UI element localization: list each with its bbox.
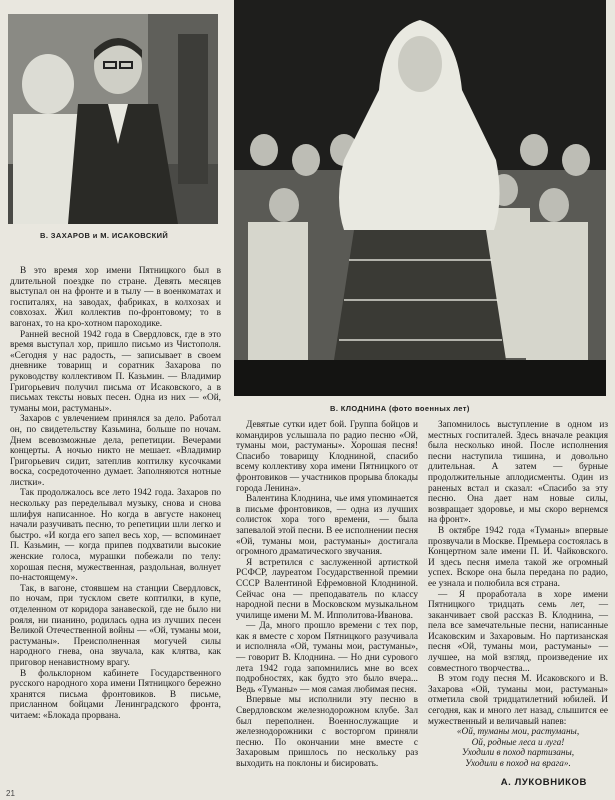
column-2-paragraph-4: — Да, много прошло времени с тех пор, как я вместе с хором Пятницкого разучивала и исполняла «Ой, туманы мои, растуманы», — говорит В. Клоднина. — Но дни сурового лета 1942 года запомнились мне во всех подробностях, как будто это было вчера... Ведь «Туманы» — моя самая любимая песня.: [236, 621, 418, 695]
article-column-1: [10, 266, 221, 784]
column-1-paragraph-1: В это время хор имени Пятницкого был в длительной поездке по стране. Девять месяцев выступал он на фронте и в тылу — в военкоматах и госпиталях, на заводах, фабриках, в колхозах и совхозах. Жил коллектив по-фронтовому; то в вагонах, то на кро-хотном пароходике.: [10, 266, 221, 329]
column-3-paragraph-1: Запомнилось выступление в одном из местных госпиталей. Здесь вначале реакция была несколько иной. После исполнения песни наступила тишина, и довольно длительная. А затем — бурные продолжительные аплодисменты. Один из раненых встал и сказал: «Спасибо за эту песню. Она дает нам новые силы, возвращает здоровье, и мы скоро вернемся на фронт».: [428, 420, 608, 526]
article-author: А. ЛУКОВНИКОВ: [500, 777, 587, 788]
column-2-paragraph-5: Впервые мы исполнили эту песню в Свердловском железнодорожном клубе. Зал был переполнен. Военнослужащие и железнодорожники с восторгом приняли песню. По окончании мне вместе с Захаровым пришлось по нескольку раз выходить на поклоны и бисировать.: [236, 695, 418, 769]
photo-klodnina: [234, 0, 606, 396]
column-1-paragraph-5: Так, в вагоне, стоявшем на станции Свердловск, по ночам, при тусклом свете коптилки, в купе, отделенном от коридора занавеской, где не было ни рояля, ни пианино, родилась одна из лучших песен Великой Отечественной войны — «Ой, туманы мои, растуманы». Преисполненная могучей силы народного гнева, она звучала, как клятва, как приговор ненавистному врагу.: [10, 583, 221, 668]
photo-zakharov-isakovsky: [8, 14, 218, 224]
poem-line-1: «Ой, туманы мои, растуманы,: [456, 727, 580, 738]
poem-line-2: Ой, родные леса и луга!: [471, 737, 565, 748]
column-1-paragraph-6: В фольклорном кабинете Государственного русского народного хора имени Пятницкого бережно хранятся письма фронтовиков. В письме, присланном бойцами Ленинградского фронта, читаем: «Блокада прорвана.: [10, 668, 221, 721]
column-1-paragraph-3: Захаров с увлечением принялся за дело. Работал он, по свидетельству Казьмина, больше по ночам. Днем всевозможные дела, репетиции. Вечерами концерты. А ночью никто не мешает. «Владимир Григорьевич сидит, затеплив коптилку кусочками воска, сосредоточенно думает. Заполняются нотные листки».: [10, 414, 221, 488]
column-3-paragraph-4: В этом году песня М. Исаковского и В. Захарова «Ой, туманы мои, растуманы» отметила свой тридцатилетний юбилей. И сегодня, как и много лет назад, слышится ее мужественный и величавый напев:: [428, 674, 608, 727]
column-2-paragraph-3: Я встретился с заслуженной артисткой РСФСР, лауреатом Государственной премии СССР Валентиной Ефремовной Клодниной. Сейчас она — преподаватель по классу народной песни в Московском музыкальном училище имени М. М. Ипполитова-Иванова.: [236, 557, 418, 621]
column-2-paragraph-2: Валентина Клоднина, чье имя упоминается в письме фронтовиков, — одна из лучших солисток хора того времени, — была запевалой этой песни. В ее исполнении песня «Ой, туманы мои, растуманы» достигала огромного драматического звучания.: [236, 494, 418, 558]
column-1-paragraph-2: Ранней весной 1942 года в Свердловск, где в это время выступал хор, пришло письмо из Чистополя. «Сегодня у нас радость, — записывает в своем дневнике товарищ и соратник Захарова по руководству коллективом П. Казьмин. — Владимир Григорьевич получил письма от Исаковского, а в письмах тексты новых песен. Одна из них — «Ой, туманы мои, растуманы».: [10, 329, 221, 414]
article-column-2: [236, 420, 418, 784]
poem-line-4: Уходили в поход на врага».: [465, 759, 571, 769]
column-3-paragraph-3: — Я проработала в хоре имени Пятницкого тридцать семь лет, — заканчивает свой рассказ В. Клоднина, — пела все замечательные песни, написанные Исаковским и Захаровым. Но партизанская песня «Ой, туманы мои, растуманы» — лучшее, на мой взгляд, произведение их совместного творчества...: [428, 589, 608, 674]
poem-line-3: Уходили в поход партизаны,: [461, 748, 575, 759]
column-2-paragraph-1: Девятые сутки идет бой. Группа бойцов и командиров услышала по радио песню «Ой, туманы мои, растуманы». Хорошая песня! Спасибо товарищу Клодниной, спасибо всему коллективу хора имени Пятницкого от фронтовиков — участников прорыва блокады города Ленина».: [236, 420, 418, 494]
article-column-3: [428, 420, 608, 769]
photo-caption-right: В. КЛОДНИНА (фото военных лет): [330, 404, 470, 413]
column-1-paragraph-4: Так продолжалось все лето 1942 года. Захаров по нескольку раз переделывал музыку, снова и снова шлифуя написанное. Но когда в августе наконец начали разучивать песню, то репетиции шли легко и быстро. «И когда его запел весь хор, — вспоминает П. Казьмин, — когда припев подхватили высокие женские голоса, мурашки побежали по телу: хорошая песня, мужественная, раздольная, волнует по-настоящему».: [10, 488, 221, 584]
column-3-paragraph-2: В октябре 1942 года «Туманы» впервые прозвучали в Москве. Премьера состоялась в Концертном зале имени П. И. Чайковского. И здесь песня имела такой же огромный успех. Вскоре она была передана по радио, ее узнала и полюбила вся страна.: [428, 525, 608, 589]
photo-caption-left: В. ЗАХАРОВ и М. ИСАКОВСКИЙ: [40, 231, 169, 240]
page-number: 21: [6, 789, 15, 798]
